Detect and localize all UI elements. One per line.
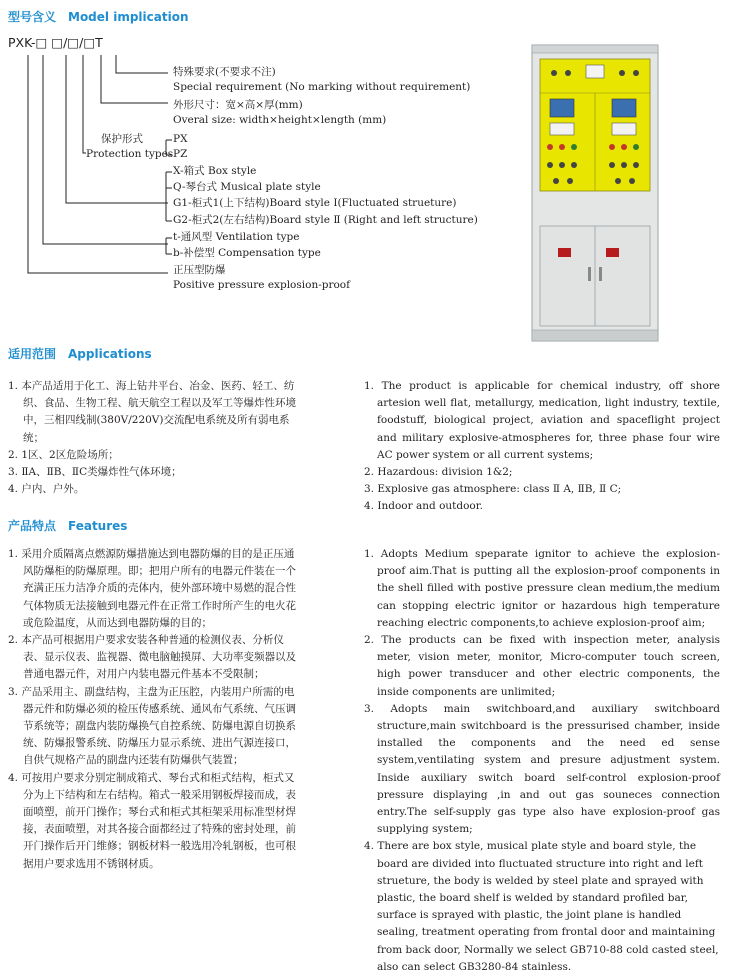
label-px: PX (173, 133, 188, 145)
label-box-style: X-箱式 Box style (173, 165, 257, 177)
applications-en (364, 378, 720, 516)
features-en-item: 3. Adopts main switchboard,and auxiliary switchboard structure,main switchboard is the pressurised chamber, inside installed the components and the need ed sense system,ventilating system and presure adjustment system. Inside auxiliary switch board self-control explosion-proof pressure displaying ,in and out gas souneces connection entry.The self-supply gas type also have explosion-proof gas supplying system; (364, 702, 720, 836)
model-code: PXK-□ □/□/□T (8, 35, 103, 50)
applications-en-item: 4. Indoor and outdoor. (364, 500, 483, 513)
applications-cn-item: 3. ⅡA、ⅡB、ⅡC类爆炸性气体环境； (8, 466, 182, 479)
applications-cn-item: 4. 户内、户外。 (8, 483, 85, 496)
label-protection-en: Protection types (86, 148, 174, 160)
cabinet-image (530, 43, 660, 343)
features-en-item: 4. There are box style, musical plate style and board style, the board are divided into fluctuated structure into right and left strueture, the body is welded by steel plate and sprayed with plastic, the board shelf is welded by standard profiled bar, surface is sprayed with plastic, the joint plane is handled sealing, treatment operating from frontal door and maintaining from back door, Normally we select GB710-88 cold casted steel, also can select GB3280-84 stainless. (364, 840, 719, 973)
label-compensation: b-补偿型 Compensation type (173, 247, 321, 259)
features-en-item: 1. Adopts Medium speparate ignitor to achieve the explosion-proof aim.That is putting all the explosion-proof components in the shell filled with postive pressure clean medium,the medium can stopping electric ignitor or hazardous high temperature reaching electric components,to achieve explosion-proof aim; (364, 548, 720, 629)
features-cn-item: 1. 采用介质隔离点燃源防爆措施达到电器防爆的目的是正压通风防爆柜的防爆原理。即；把用户所有的电器元件装在一个充满正压力洁净介质的壳体内，使外部环境中易燃的混合性气体物质无法接触到电器元件在正常工作时所产生的电火花或危险温度，从而达到电器防爆的目的； (8, 548, 296, 629)
label-protection-cn: 保护形式 (101, 133, 143, 145)
applications-en-item: 2. Hazardous: division 1&2; (364, 466, 513, 479)
applications-cn-item: 2. 1区、2区危险场所； (8, 448, 119, 461)
label-size-cn: 外形尺寸：宽×高×厚(mm) (173, 99, 303, 111)
label-positive-en: Positive pressure explosion-proof (173, 279, 351, 291)
label-size-en: Overal size: width×height×length (mm) (173, 114, 387, 126)
section-title-features: 产品特点 Features (8, 519, 128, 533)
features-cn-item: 2. 本产品可根据用户要求安装各种普通的检测仪表、分析仪表、显示仪表、监视器、微电脑触摸屏、大功率变频器以及普通电器元件，对用户内装电器元件基本不受限制； (8, 634, 296, 681)
features-cn-item: 4. 可按用户要求分别定制成箱式、琴台式和柜式结构，柜式又分为上下结构和左右结构。箱式一般采用钢板焊接而成，表面喷塑，前开门操作；琴台式和柜式其柜架采用标准型材焊接，表面喷塑，对其各接合面都经过了特殊的密封处理，前开门操作后开门维修；钢板材料一般选用冷轧钢板，也可根据用户要求选用不锈钢材质。 (8, 771, 296, 870)
applications-cn (8, 378, 298, 498)
features-cn-item: 3. 产品采用主、副盘结构，主盘为正压腔，内装用户所需的电器元件和防爆必须的检压传感系统、通风布气系统、气压调节系统等；副盘内装防爆换气自控系统、防爆电源自切换系统、防爆报警系统、防爆压力显示系统、进出气源连接口，自供气规格产品的副盘内还装有防爆供气装置； (8, 685, 296, 767)
features-en (364, 546, 720, 976)
label-positive-cn: 正压型防爆 (173, 264, 226, 276)
label-board-style-2: G2-柜式2(左右结构)Board style Ⅱ (Right and left structure) (173, 214, 478, 226)
section-title-applications: 适用范围 Applications (8, 347, 152, 361)
label-special-en: Special requirement (No marking without requirement) (173, 81, 471, 93)
label-musical-style: Q-琴台式 Musical plate style (173, 181, 321, 193)
section-title-model: 型号含义 Model implication (8, 10, 189, 24)
label-board-style-1: G1-柜式1(上下结构)Board style Ⅰ(Fluctuated strueture) (173, 197, 457, 209)
features-cn (8, 546, 298, 873)
applications-en-item: 1. The product is applicable for chemical industry, off shore artesion well flat, metallurgy, medication, light industry, textile, foodstuff, biological project, aviation and spaceflight project and military explosive-atmospheres for, three phase four wire AC power system or all current systems; (364, 380, 720, 461)
label-ventilation: t-通风型 Ventilation type (173, 231, 300, 243)
label-special-cn: 特殊要求(不要求不注) (173, 66, 276, 78)
applications-en-item: 3. Explosive gas atmosphere: class Ⅱ A, ⅡB, Ⅱ C; (364, 483, 622, 496)
applications-cn-item: 1. 本产品适用于化工、海上钻井平台、冶金、医药、轻工、纺织、食品、生物工程、航天航空工程以及军工等爆炸性环境中，三相四线制(380V/220V)交流配电系统及所有弱电系统； (8, 380, 296, 444)
features-en-item: 2. The products can be fixed with inspection meter, analysis meter, vision meter, monitor, Micro-computer touch screen, high power transducer and other electric components, the inside components are unlimited; (364, 634, 720, 698)
label-pz: PZ (173, 148, 188, 160)
